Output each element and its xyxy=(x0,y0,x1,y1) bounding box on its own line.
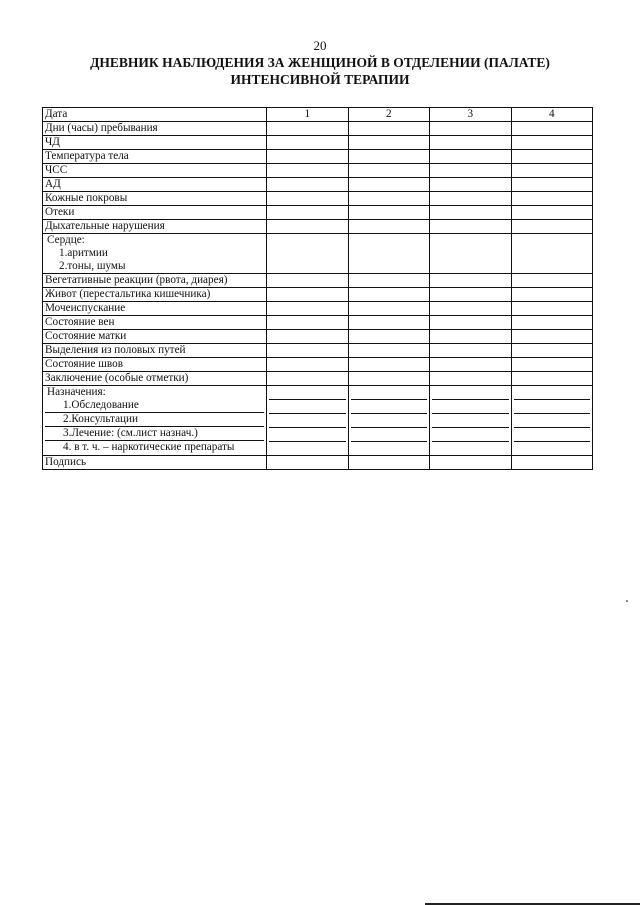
table-row xyxy=(43,302,593,316)
entry-cell[interactable] xyxy=(348,330,430,344)
entry-cell[interactable] xyxy=(511,220,593,234)
entry-cell[interactable] xyxy=(348,122,430,136)
day-column-header: 2 xyxy=(348,108,430,122)
entry-cell[interactable] xyxy=(511,150,593,164)
entry-cell[interactable] xyxy=(348,358,430,372)
header-row xyxy=(43,108,593,122)
prescriptions-row xyxy=(43,386,593,456)
entry-cell[interactable] xyxy=(348,344,430,358)
entry-cell[interactable] xyxy=(430,274,512,288)
table-row xyxy=(43,192,593,206)
table-row xyxy=(43,122,593,136)
signature-row xyxy=(43,456,593,470)
row-label: Вегетативные реакции (рвота, диарея) xyxy=(43,274,267,288)
entry-cell[interactable] xyxy=(267,234,349,274)
signature-cell[interactable] xyxy=(430,456,512,470)
table-row xyxy=(43,288,593,302)
entry-cell[interactable] xyxy=(267,122,349,136)
entry-cell[interactable] xyxy=(348,386,430,456)
entry-cell[interactable] xyxy=(511,164,593,178)
entry-cell[interactable] xyxy=(348,316,430,330)
entry-cell[interactable] xyxy=(430,206,512,220)
prescriptions-label-cell xyxy=(43,386,267,456)
entry-cell[interactable] xyxy=(511,192,593,206)
entry-cell[interactable] xyxy=(430,372,512,386)
entry-cell[interactable] xyxy=(267,288,349,302)
row-label: Температура тела xyxy=(43,150,267,164)
entry-cell[interactable] xyxy=(267,372,349,386)
entry-cell[interactable] xyxy=(511,206,593,220)
row-label: ЧСС xyxy=(43,164,267,178)
table-row xyxy=(43,206,593,220)
entry-cell[interactable] xyxy=(267,192,349,206)
entry-cell[interactable] xyxy=(430,178,512,192)
row-label: Состояние швов xyxy=(43,358,267,372)
entry-cell[interactable] xyxy=(511,178,593,192)
entry-cell[interactable] xyxy=(430,150,512,164)
table-row xyxy=(43,372,593,386)
row-label: Мочеиспускание xyxy=(43,302,267,316)
heart-label-cell xyxy=(43,234,267,274)
entry-cell[interactable] xyxy=(430,192,512,206)
entry-cell[interactable] xyxy=(267,358,349,372)
entry-cell[interactable] xyxy=(511,330,593,344)
entry-cell[interactable] xyxy=(267,274,349,288)
entry-cell[interactable] xyxy=(430,386,512,456)
prescription-subitem: 4. в т. ч. – наркотические препараты xyxy=(45,440,264,454)
entry-cell[interactable] xyxy=(348,150,430,164)
day-column-header: 1 xyxy=(267,108,349,122)
entry-cell[interactable] xyxy=(511,372,593,386)
signature-label: Подпись xyxy=(43,456,267,470)
row-label: ЧД xyxy=(43,136,267,150)
heart-subitem: 1.аритмии xyxy=(59,247,108,259)
entry-cell[interactable] xyxy=(430,302,512,316)
entry-cell[interactable] xyxy=(267,178,349,192)
row-label: Дыхательные нарушения xyxy=(43,220,267,234)
signature-cell[interactable] xyxy=(267,456,349,470)
entry-cell[interactable] xyxy=(511,274,593,288)
prescription-subitem: 1.Обследование xyxy=(63,399,139,411)
row-label: Дни (часы) пребывания xyxy=(43,122,267,136)
title-line-2: ИНТЕНСИВНОЙ ТЕРАПИИ xyxy=(230,72,410,87)
table-row xyxy=(43,220,593,234)
scan-mark xyxy=(626,600,628,602)
entry-cell[interactable] xyxy=(348,220,430,234)
entry-cell[interactable] xyxy=(430,122,512,136)
prescriptions-label: Назначения: xyxy=(47,386,106,398)
row-label: Кожные покровы xyxy=(43,192,267,206)
table-row xyxy=(43,358,593,372)
entry-cell[interactable] xyxy=(267,302,349,316)
row-label: Живот (перестальтика кишечника) xyxy=(43,288,267,302)
entry-cell[interactable] xyxy=(430,234,512,274)
entry-cell[interactable] xyxy=(430,288,512,302)
day-column-header: 3 xyxy=(430,108,512,122)
entry-cell[interactable] xyxy=(348,274,430,288)
table-row xyxy=(43,330,593,344)
entry-cell[interactable] xyxy=(511,234,593,274)
entry-cell[interactable] xyxy=(267,316,349,330)
entry-cell[interactable] xyxy=(267,220,349,234)
table-row xyxy=(43,164,593,178)
entry-cell[interactable] xyxy=(430,220,512,234)
signature-cell[interactable] xyxy=(511,456,593,470)
table-row xyxy=(43,178,593,192)
entry-cell[interactable] xyxy=(511,122,593,136)
entry-cell[interactable] xyxy=(511,344,593,358)
observation-diary-table xyxy=(42,107,593,470)
table-row xyxy=(43,344,593,358)
table-row xyxy=(43,150,593,164)
entry-cell[interactable] xyxy=(511,358,593,372)
row-label: Выделения из половых путей xyxy=(43,344,267,358)
table-row xyxy=(43,274,593,288)
entry-cell[interactable] xyxy=(348,372,430,386)
table-row xyxy=(43,136,593,150)
entry-cell[interactable] xyxy=(430,330,512,344)
entry-cell[interactable] xyxy=(348,178,430,192)
heart-label: Сердце: xyxy=(47,234,85,246)
entry-cell[interactable] xyxy=(511,302,593,316)
date-label: Дата xyxy=(43,108,267,122)
entry-cell[interactable] xyxy=(511,386,593,456)
row-label: Отеки xyxy=(43,206,267,220)
entry-cell[interactable] xyxy=(348,164,430,178)
entry-cell[interactable] xyxy=(430,164,512,178)
entry-cell[interactable] xyxy=(267,164,349,178)
row-label: Состояние матки xyxy=(43,330,267,344)
entry-cell[interactable] xyxy=(267,330,349,344)
row-label: АД xyxy=(43,178,267,192)
entry-cell[interactable] xyxy=(511,288,593,302)
entry-cell[interactable] xyxy=(348,234,430,274)
row-label: Состояние вен xyxy=(43,316,267,330)
prescription-subitem: 3.Лечение: (см.лист назнач.) xyxy=(45,426,264,440)
row-label: Заключение (особые отметки) xyxy=(43,372,267,386)
prescription-subitem: 2.Консультации xyxy=(45,412,264,426)
entry-cell[interactable] xyxy=(430,358,512,372)
entry-cell[interactable] xyxy=(267,386,349,456)
entry-cell[interactable] xyxy=(511,316,593,330)
entry-cell[interactable] xyxy=(348,136,430,150)
heart-row xyxy=(43,234,593,274)
signature-cell[interactable] xyxy=(348,456,430,470)
page-title xyxy=(40,54,600,88)
table-row xyxy=(43,316,593,330)
entry-cell[interactable] xyxy=(430,136,512,150)
entry-cell[interactable] xyxy=(267,136,349,150)
entry-cell[interactable] xyxy=(267,206,349,220)
entry-cell[interactable] xyxy=(348,288,430,302)
entry-cell[interactable] xyxy=(430,344,512,358)
entry-cell[interactable] xyxy=(267,344,349,358)
entry-cell[interactable] xyxy=(430,316,512,330)
entry-cell[interactable] xyxy=(348,206,430,220)
entry-cell[interactable] xyxy=(348,192,430,206)
entry-cell[interactable] xyxy=(348,302,430,316)
entry-cell[interactable] xyxy=(511,136,593,150)
title-line-1: ДНЕВНИК НАБЛЮДЕНИЯ ЗА ЖЕНЩИНОЙ В ОТДЕЛЕНИИ (ПАЛАТЕ) xyxy=(90,55,550,70)
page-number: 20 xyxy=(313,38,327,53)
entry-cell[interactable] xyxy=(267,150,349,164)
day-column-header: 4 xyxy=(511,108,593,122)
heart-subitem: 2.тоны, шумы xyxy=(59,260,126,272)
